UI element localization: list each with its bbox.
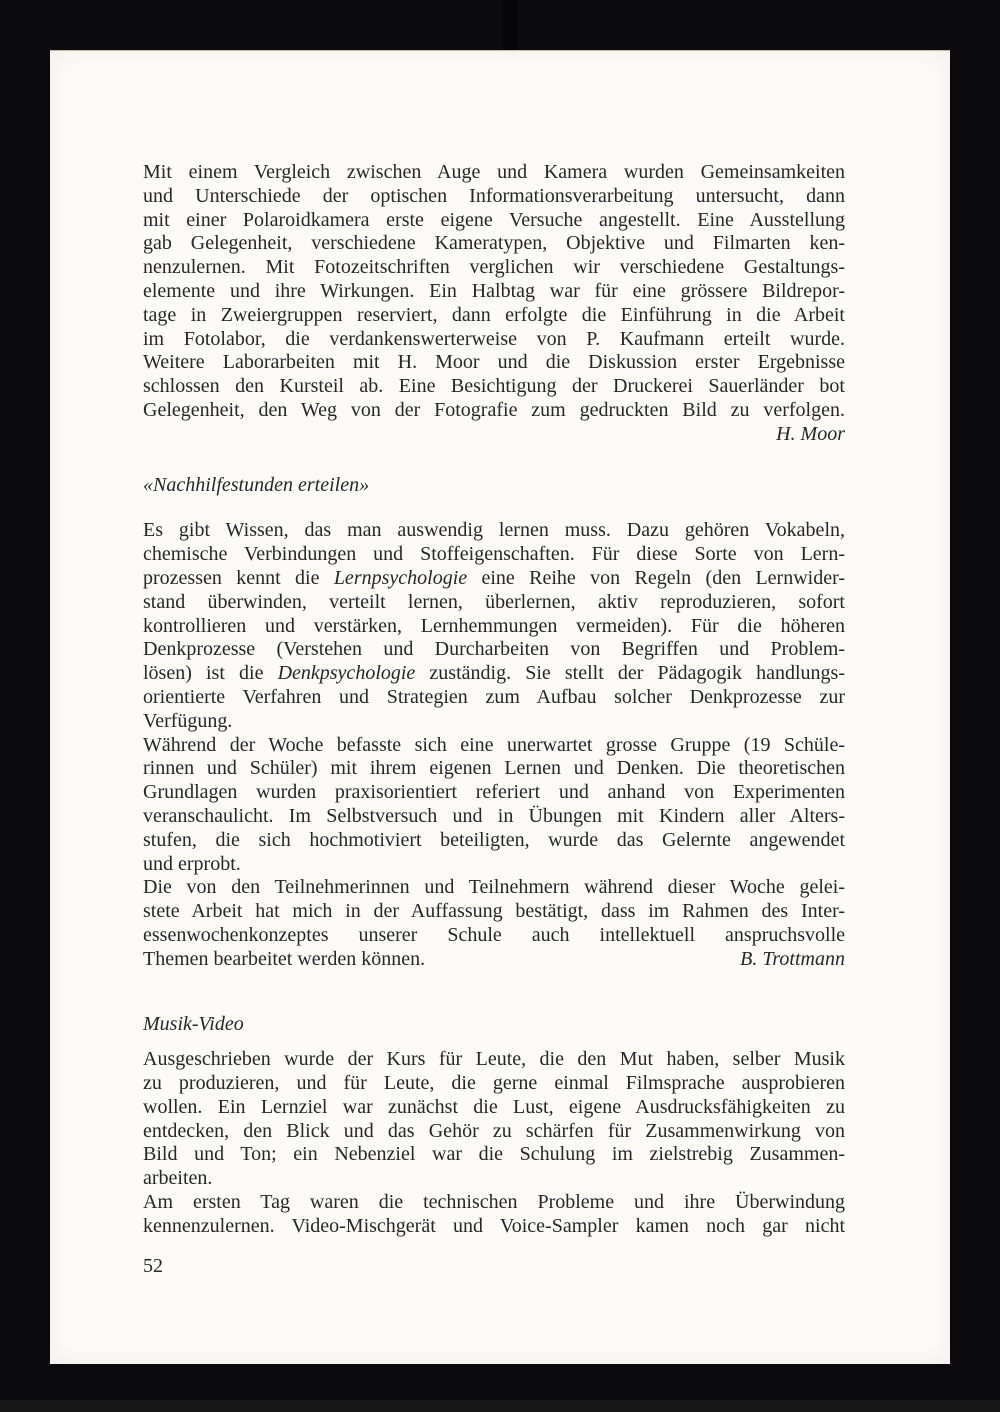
text-line: lösen) ist die Denkpsychologie zuständig. Sie stellt der Pädagogik handlungs- bbox=[143, 662, 845, 685]
paragraph-musik-video bbox=[143, 1048, 845, 1238]
text-line: schlossen den Kursteil ab. Eine Besichtigung der Druckerei Sauerländer bot bbox=[143, 375, 845, 398]
text-line: veranschaulicht. Im Selbstversuch und in Übungen mit Kindern aller Alters- bbox=[143, 804, 845, 827]
text-line: stete Arbeit hat mich in der Auffassung bestätigt, dass im Rahmen des Inter- bbox=[143, 900, 845, 923]
text-line: tage in Zweiergruppen reserviert, dann erfolgte die Einführung in die Arbeit bbox=[143, 303, 845, 326]
text-line: stufen, die sich hochmotiviert beteiligten, wurde das Gelernte angewendet bbox=[143, 828, 845, 851]
text-line: arbeiten. bbox=[143, 1167, 213, 1190]
text-line: Mit einem Vergleich zwischen Auge und Kamera wurden Gemeinsamkeiten bbox=[143, 161, 845, 183]
text-line: Grundlagen wurden praxisorientiert referiert und anhand von Experimenten bbox=[143, 781, 845, 804]
page-number: 52 bbox=[143, 1254, 163, 1277]
text-line: rinnen und Schüler) mit ihrem eigenen Lernen und Denken. Die theoretischen bbox=[143, 757, 845, 780]
signature-b-trottmann: B. Trottmann bbox=[740, 947, 845, 970]
text-line: gab Gelegenheit, verschiedene Kameratypen, Objektive und Filmarten ken- bbox=[143, 232, 845, 255]
text-line: kontrollieren und verstärken, Lernhemmungen vermeiden). Für die höheren bbox=[143, 614, 845, 637]
text-line: Die von den Teilnehmerinnen und Teilnehmern während dieser Woche gelei- bbox=[143, 876, 845, 899]
heading-nachhilfestunden: «Nachhilfestunden erteilen» bbox=[143, 473, 370, 496]
text-line: Am ersten Tag waren die technischen Probleme und ihre Überwindung bbox=[143, 1191, 845, 1214]
paragraph-nachhilfestunden bbox=[143, 519, 845, 947]
closing-text: Themen bearbeitet werden können. bbox=[143, 947, 426, 970]
text-line: Weitere Laborarbeiten mit H. Moor und die Diskussion erster Ergebnisse bbox=[143, 351, 845, 374]
text-line: Verfügung. bbox=[143, 709, 233, 732]
text-line: und Unterschiede der optischen Informationsverarbeitung untersucht, dann bbox=[143, 184, 845, 207]
text-line: orientierte Verfahren und Strategien zum Aufbau solcher Denkprozesse zur bbox=[143, 685, 845, 708]
text-line: und erprobt. bbox=[143, 852, 241, 875]
signature-h-moor: H. Moor bbox=[776, 422, 845, 445]
text-line: prozessen kennt die Lernpsychologie eine Reihe von Regeln (den Lernwider- bbox=[143, 566, 845, 589]
text-column bbox=[143, 161, 845, 1278]
text-line: nenzulernen. Mit Fotozeitschriften verglichen wir verschiedene Gestaltungs- bbox=[143, 256, 845, 279]
text-line: stand überwinden, verteilt lernen, überlernen, aktiv reproduzieren, sofort bbox=[143, 590, 845, 613]
heading-musik-video: Musik-Video bbox=[143, 1012, 244, 1035]
text-line: Ausgeschrieben wurde der Kurs für Leute, die den Mut haben, selber Musik bbox=[143, 1048, 845, 1071]
binding-shadow bbox=[503, 0, 517, 52]
text-line: elemente und ihre Wirkungen. Ein Halbtag war für eine grössere Bildrepor- bbox=[143, 279, 845, 302]
book-page bbox=[50, 50, 950, 1364]
paragraph-fotografie bbox=[143, 161, 845, 423]
text-line: Es gibt Wissen, das man auswendig lernen muss. Dazu gehören Vokabeln, bbox=[143, 519, 845, 542]
text-line: wollen. Ein Lernziel war zunächst die Lust, eigene Ausdrucksfähigkeiten zu bbox=[143, 1095, 845, 1118]
text-line: mit einer Polaroidkamera erste eigene Versuche angestellt. Eine Ausstellung bbox=[143, 208, 845, 231]
text-line: kennenzulernen. Video-Mischgerät und Voice-Sampler kamen noch gar nicht bbox=[143, 1214, 845, 1237]
text-line: zu produzieren, und für Leute, die gerne einmal Filmsprache ausprobieren bbox=[143, 1072, 845, 1095]
closing-line-trottmann bbox=[143, 948, 845, 972]
text-line: Denkprozesse (Verstehen und Durcharbeiten von Begriffen und Problem- bbox=[143, 638, 845, 661]
text-line: essenwochenkonzeptes unserer Schule auch intellektuell anspruchsvolle bbox=[143, 923, 845, 946]
text-line: chemische Verbindungen und Stoffeigenschaften. Für diese Sorte von Lern- bbox=[143, 543, 845, 566]
text-line: Bild und Ton; ein Nebenziel war die Schulung im zielstrebig Zusammen- bbox=[143, 1143, 845, 1166]
text-line: Gelegenheit, den Weg von der Fotografie zum gedruckten Bild zu verfolgen. bbox=[143, 398, 845, 421]
text-line: im Fotolabor, die verdankenswerterweise von P. Kaufmann erteilt wurde. bbox=[143, 327, 845, 350]
text-line: Während der Woche befasste sich eine unerwartet grosse Gruppe (19 Schüle- bbox=[143, 733, 845, 756]
scanner-edge-band bbox=[0, 1400, 1000, 1412]
text-line: entdecken, den Blick und das Gehör zu schärfen für Zusammenwirkung von bbox=[143, 1119, 845, 1142]
